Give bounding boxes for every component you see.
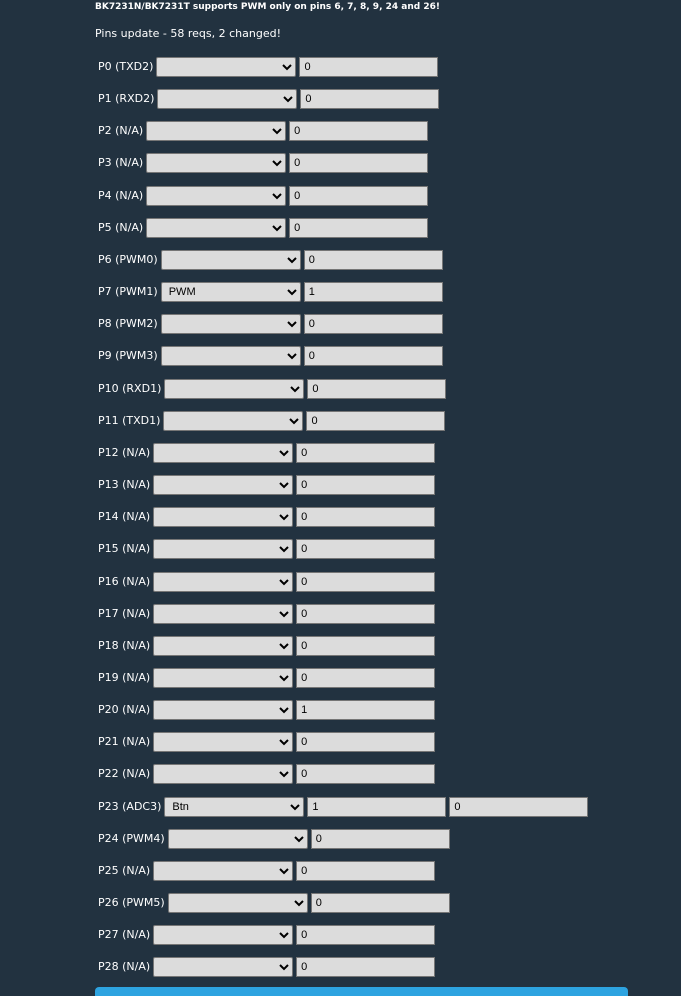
pin-channel-input[interactable] bbox=[306, 411, 445, 431]
pin-channel-input[interactable] bbox=[296, 507, 435, 527]
pin-channel-input[interactable] bbox=[289, 153, 428, 173]
pin-role-select[interactable] bbox=[153, 604, 293, 624]
pin-role-select[interactable] bbox=[161, 250, 301, 270]
pin-row bbox=[95, 152, 588, 174]
pin-channel-input[interactable] bbox=[304, 282, 443, 302]
pin-role-select[interactable] bbox=[153, 443, 293, 463]
pin-role-select[interactable] bbox=[153, 539, 293, 559]
pin-role-select[interactable] bbox=[164, 797, 304, 817]
pin-channel-input[interactable] bbox=[289, 218, 428, 238]
pin-role-select[interactable] bbox=[153, 636, 293, 656]
pin-role-select[interactable] bbox=[146, 218, 286, 238]
pin-channel-input[interactable] bbox=[300, 89, 439, 109]
pin-channel-input[interactable] bbox=[299, 57, 438, 77]
pin-role-select[interactable] bbox=[153, 925, 293, 945]
pin-label: P13 (N/A) bbox=[98, 478, 151, 492]
pin-channel-input[interactable] bbox=[289, 121, 428, 141]
pin-role-select[interactable] bbox=[153, 507, 293, 527]
pin-role-select[interactable] bbox=[156, 57, 296, 77]
pin-label: P25 (N/A) bbox=[98, 863, 151, 877]
pin-label: P8 (PWM2) bbox=[98, 317, 158, 331]
pin-row bbox=[95, 860, 588, 882]
pin-row bbox=[95, 474, 588, 496]
pin-row bbox=[95, 442, 588, 464]
pin-role-select[interactable] bbox=[153, 861, 293, 881]
pin-row bbox=[95, 56, 588, 78]
pin-label: P23 (ADC3) bbox=[98, 799, 162, 813]
pin-role-select[interactable] bbox=[153, 572, 293, 592]
pin-row bbox=[95, 603, 588, 625]
pin-role-select[interactable] bbox=[153, 957, 293, 977]
pin-row bbox=[95, 635, 588, 657]
pin-row bbox=[95, 571, 588, 593]
pin-role-select[interactable] bbox=[157, 89, 297, 109]
pin-row bbox=[95, 217, 588, 239]
pin-channel-input[interactable] bbox=[296, 764, 435, 784]
pin-channel-input[interactable] bbox=[296, 539, 435, 559]
pin-row bbox=[95, 313, 588, 335]
save-pins-button[interactable] bbox=[95, 987, 628, 996]
pin-role-select[interactable] bbox=[161, 282, 301, 302]
pin-channel-input[interactable] bbox=[311, 893, 450, 913]
pin-role-select[interactable] bbox=[146, 121, 286, 141]
pin-label: P2 (N/A) bbox=[98, 124, 144, 138]
pin-row bbox=[95, 892, 588, 914]
pin-role-select[interactable] bbox=[153, 732, 293, 752]
pin-role-select[interactable] bbox=[164, 379, 304, 399]
pin-channel-input[interactable] bbox=[296, 572, 435, 592]
pin-role-select[interactable] bbox=[153, 668, 293, 688]
pins-update-status: Pins update - 58 reqs, 2 changed! bbox=[95, 27, 281, 40]
pin-label: P4 (N/A) bbox=[98, 188, 144, 202]
pin-channel-input[interactable] bbox=[296, 443, 435, 463]
pin-label: P11 (TXD1) bbox=[98, 413, 161, 427]
pin-label: P14 (N/A) bbox=[98, 510, 151, 524]
pin-role-select[interactable] bbox=[161, 346, 301, 366]
pin-row bbox=[95, 763, 588, 785]
pin-role-select[interactable] bbox=[146, 153, 286, 173]
pin-channel-input[interactable] bbox=[296, 732, 435, 752]
pin-row bbox=[95, 410, 588, 432]
pin-channel-input[interactable] bbox=[311, 829, 450, 849]
pin-row bbox=[95, 506, 588, 528]
pin-channel-input[interactable] bbox=[296, 604, 435, 624]
pin-channel-input[interactable] bbox=[296, 861, 435, 881]
pin-row bbox=[95, 731, 588, 753]
pin-list bbox=[95, 56, 588, 989]
pin-role-select[interactable] bbox=[153, 700, 293, 720]
pin-channel-input[interactable] bbox=[307, 797, 446, 817]
pin-label: P12 (N/A) bbox=[98, 445, 151, 459]
pin-label: P6 (PWM0) bbox=[98, 252, 158, 266]
pin-label: P10 (RXD1) bbox=[98, 381, 162, 395]
pin-row bbox=[95, 120, 588, 142]
pin-channel-input[interactable] bbox=[304, 346, 443, 366]
pin-label: P27 (N/A) bbox=[98, 928, 151, 942]
pin-label: P1 (RXD2) bbox=[98, 92, 155, 106]
pin-label: P21 (N/A) bbox=[98, 735, 151, 749]
pin-row bbox=[95, 924, 588, 946]
pin-row bbox=[95, 956, 588, 978]
pin-role-select[interactable] bbox=[161, 314, 301, 334]
pin-channel2-input[interactable] bbox=[449, 797, 588, 817]
pin-row bbox=[95, 281, 588, 303]
pin-channel-input[interactable] bbox=[296, 957, 435, 977]
pin-label: P18 (N/A) bbox=[98, 638, 151, 652]
pin-role-select[interactable] bbox=[153, 475, 293, 495]
pin-label: P22 (N/A) bbox=[98, 767, 151, 781]
pin-row bbox=[95, 88, 588, 110]
pin-label: P19 (N/A) bbox=[98, 670, 151, 684]
pin-channel-input[interactable] bbox=[304, 250, 443, 270]
pin-channel-input[interactable] bbox=[296, 700, 435, 720]
pin-channel-input[interactable] bbox=[296, 636, 435, 656]
pin-label: P28 (N/A) bbox=[98, 960, 151, 974]
pin-role-select[interactable] bbox=[168, 829, 308, 849]
pin-label: P16 (N/A) bbox=[98, 574, 151, 588]
pin-label: P15 (N/A) bbox=[98, 542, 151, 556]
pin-label: P9 (PWM3) bbox=[98, 349, 158, 363]
pin-role-select[interactable] bbox=[153, 764, 293, 784]
pin-label: P24 (PWM4) bbox=[98, 831, 165, 845]
pin-channel-input[interactable] bbox=[304, 314, 443, 334]
pin-channel-input[interactable] bbox=[289, 186, 428, 206]
pwm-warning-text: BK7231N/BK7231T supports PWM only on pins 6, 7, 8, 9, 24 and 26! bbox=[95, 2, 440, 12]
pin-channel-input[interactable] bbox=[307, 379, 446, 399]
pin-role-select[interactable] bbox=[168, 893, 308, 913]
pin-row bbox=[95, 667, 588, 689]
pin-row bbox=[95, 699, 588, 721]
pin-label: P20 (N/A) bbox=[98, 703, 151, 717]
pin-channel-input[interactable] bbox=[296, 668, 435, 688]
pin-row bbox=[95, 378, 588, 400]
pin-label: P3 (N/A) bbox=[98, 156, 144, 170]
pin-row bbox=[95, 249, 588, 271]
pin-row bbox=[95, 185, 588, 207]
pin-row bbox=[95, 345, 588, 367]
pin-channel-input[interactable] bbox=[296, 925, 435, 945]
pin-label: P26 (PWM5) bbox=[98, 896, 165, 910]
pin-label: P7 (PWM1) bbox=[98, 285, 158, 299]
pin-row bbox=[95, 828, 588, 850]
pin-role-select[interactable] bbox=[146, 186, 286, 206]
pin-row bbox=[95, 538, 588, 560]
pin-channel-input[interactable] bbox=[296, 475, 435, 495]
pin-label: P5 (N/A) bbox=[98, 220, 144, 234]
pin-row bbox=[95, 796, 588, 818]
pin-label: P0 (TXD2) bbox=[98, 60, 154, 73]
pin-role-select[interactable] bbox=[163, 411, 303, 431]
pin-label: P17 (N/A) bbox=[98, 606, 151, 620]
